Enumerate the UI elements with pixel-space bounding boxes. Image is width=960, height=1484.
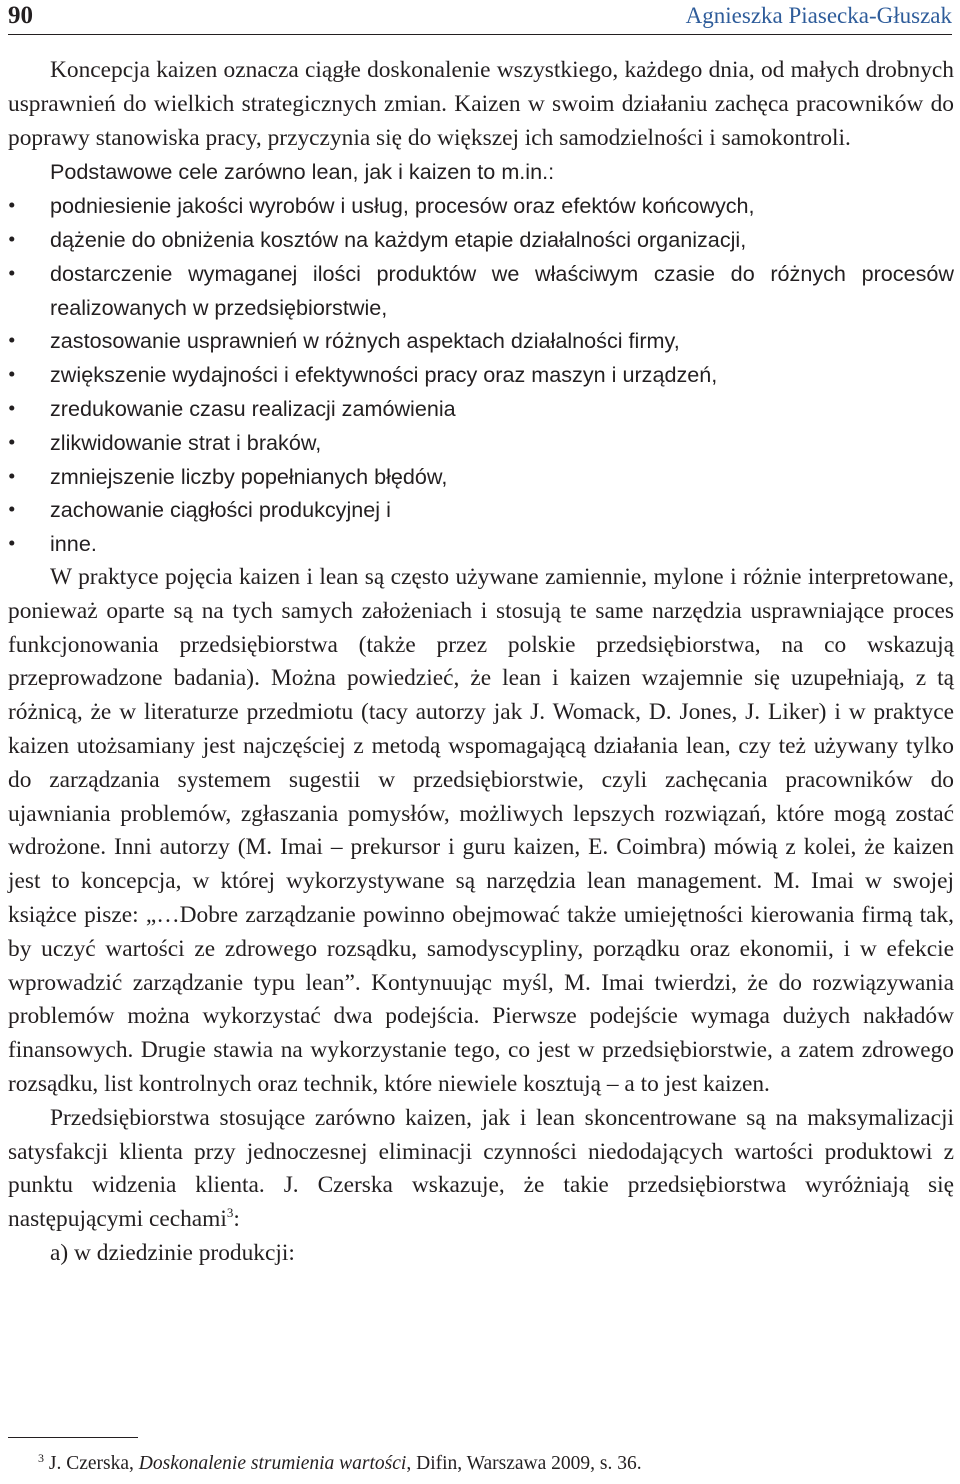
page-number: 90 — [8, 2, 33, 29]
list-item: • zwiększenie wydajności i efektywności pracy oraz maszyn i urządzeń, — [8, 358, 954, 392]
list-item: • zredukowanie czasu realizacji zamówienia — [8, 392, 954, 426]
list-intro: Podstawowe cele zarówno lean, jak i kaizen to m.in.: — [50, 159, 555, 185]
list-item: • zmniejszenie liczby popełnianych błędów, — [8, 460, 954, 494]
paragraph-kaizen-lean-practice: W praktyce pojęcia kaizen i lean są często używane zamiennie, mylone i różnie interpretowane, ponieważ oparte są na tych samych założeniach i stosują te same narzędzia usprawniające proces funkcjonowania przedsiębiorstwa (także przez polskie przedsiębiorstwa, na co wskazują przeprowadzone badania). Można powiedzieć, że lean i kaizen wzajemnie się uzupełniają, z tą różnicą, że w literaturze przedmiotu (tacy autorzy jak J. Womack, D. Jones, J. Liker) i w praktyce kaizen utożsamiany jest najczęściej z metodą wspomagającą działania lean, czy też używany tylko do zarządzania systemem sugestii w przedsiębiorstwie, czyli zachęcania pracowników do ujawniania problemów, zgłaszania pomysłów, możliwych lepszych rozwiązań, które mogą zostać wdrożone. Inni autorzy (M. Imai – prekursor i guru kaizen, E. Coimbra) mówią z kolei, że kaizen jest to koncepcja, w której wykorzystywane są narzędzia lean management. M. Imai w swojej książce pisze: „…Dobre zarządzanie powinno obejmować także umiejętności kierowania firmą tak, by uczyć wartości ze zdrowego rozsądku, samodyscypliny, porządku oraz ekonomii, i w efekcie wprowadzić zarządzanie typu lean”. Kontynuując myśl, M. Imai twierdzi, że do rozwiązywania problemów można wykorzystać dwa podejścia. Pierwsze podejście wymaga dużych nakładów finansowych. Drugie stawia na wykorzystanie tego, co jest w przedsiębiorstwie, a zatem zdrowego rozsądku, list kontrolnych oraz technik, które niewiele kosztują – a to jest kaizen. — [8, 563, 954, 1097]
sub-item-production: a) w dziedzinie produkcji: — [50, 1239, 295, 1266]
list-item: • dostarczenie wymaganej ilości produktów we właściwym czasie do różnych procesów realizowanych w przedsiębiorstwie, — [8, 257, 954, 325]
list-item: • podniesienie jakości wyrobów i usług, procesów oraz efektów końcowych, — [8, 189, 954, 223]
paragraph-colon: : — [233, 1206, 240, 1233]
list-item: • zastosowanie usprawnień w różnych aspektach działalności firmy, — [8, 324, 954, 358]
footnote-divider — [8, 1437, 138, 1438]
footnote-reference[interactable]: 3 — [226, 1205, 234, 1221]
footnote-mark: 3 — [38, 1451, 44, 1465]
goals-list — [8, 189, 954, 561]
list-item: • dążenie do obniżenia kosztów na każdym etapie działalności organizacji, — [8, 223, 954, 257]
footnote — [38, 1452, 642, 1476]
footnote-title: Doskonalenie strumienia wartości — [138, 1453, 407, 1474]
footnote-details: , Difin, Warszawa 2009, s. 36. — [406, 1453, 642, 1474]
list-item: • inne. — [8, 527, 954, 561]
list-item: • zachowanie ciągłości produkcyjnej i — [8, 493, 954, 527]
running-head-author: Agnieszka Piasecka-Głuszak — [685, 3, 952, 28]
paragraph-kaizen-concept: Koncepcja kaizen oznacza ciągłe doskonalenie wszystkiego, każdego dnia, od małych drobnych usprawnień do wielkich strategicznych zmian. Kaizen w swoim działaniu zachęca pracowników do poprawy stanowiska pracy, przyczynia się do większej ich samodzielności i samokontroli. — [8, 57, 954, 151]
footnote-author: J. Czerska, — [48, 1453, 134, 1474]
page-header — [8, 0, 952, 35]
main-text — [8, 54, 954, 1271]
list-item: • zlikwidowanie strat i braków, — [8, 426, 954, 460]
paragraph-customer-focus-text: Przedsiębiorstwa stosujące zarówno kaizen, jak i lean skoncentrowane są na maksymalizacji satysfakcji klienta przy jednoczesnej eliminacji czynności niedodających wartości produktowi z punktu widzenia klienta. J. Czerska wskazuje, że takie przedsiębiorstwa wyróżniają się następującymi cechami — [8, 1104, 954, 1233]
paragraph-customer-focus — [8, 1102, 954, 1237]
